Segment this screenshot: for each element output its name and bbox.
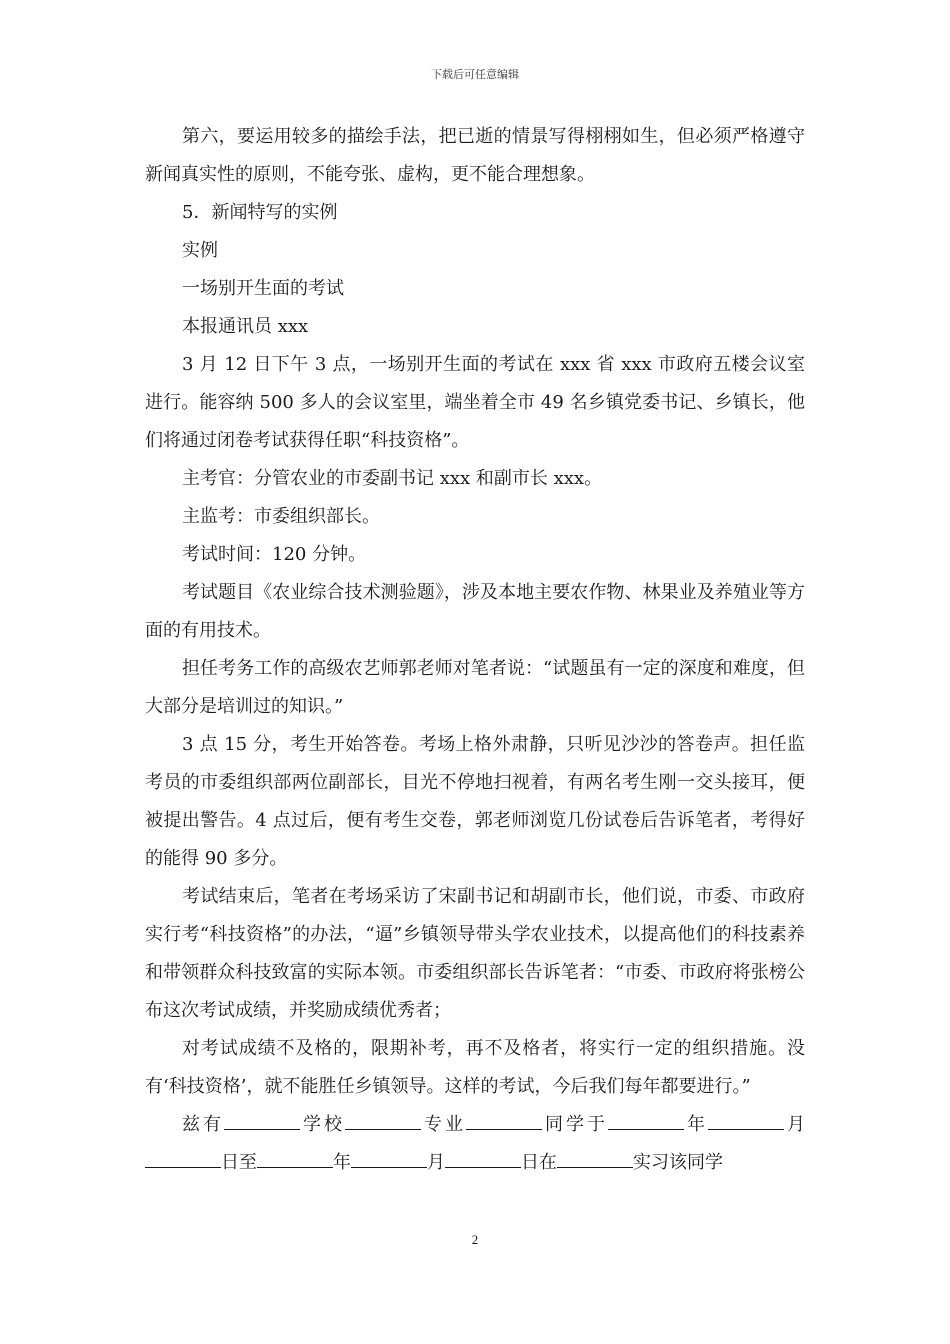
article-byline: 本报通讯员 xxx [182, 316, 309, 337]
paragraph: 考试结束后，笔者在考场采访了宋副书记和胡副市长，他们说，市委、市政府实行考“科技资格”的办法，“逼”乡镇领导带头学农业技术，以提高他们的科技素养和带领群众科技致富的实际本领。市委组织部长告诉笔者：“市委、市政府将张榜公布这次考试成绩，并奖励成绩优秀者； [145, 886, 805, 1021]
page-header: 下载后可任意编辑 [431, 68, 519, 81]
blank-field [224, 1107, 300, 1130]
form-text: 年 [333, 1152, 351, 1173]
article-title: 一场别开生面的考试 [182, 278, 344, 299]
blank-field [445, 1145, 521, 1168]
paragraph: 主监考：市委组织部长。 [182, 506, 380, 527]
paragraph: 第六，要运用较多的描绘手法，把已逝的情景写得栩栩如生，但必须严格遵守新闻真实性的原则，不能夸张、虚构，更不能合理想象。 [145, 126, 805, 185]
form-text: 专业 [421, 1114, 466, 1135]
form-text: 月 [427, 1152, 445, 1173]
paragraph: 实例 [182, 240, 218, 261]
form-text: 日至 [221, 1152, 257, 1173]
blank-field [257, 1145, 333, 1168]
blank-field [608, 1107, 684, 1130]
blank-field [466, 1107, 542, 1130]
paragraph: 对考试成绩不及格的，限期补考，再不及格者，将实行一定的组织措施。没有‘科技资格’，就不能胜任乡镇领导。这样的考试，今后我们每年都要进行。” [145, 1038, 805, 1097]
blank-field [708, 1107, 784, 1130]
paragraph: 3 点 15 分，考生开始答卷。考场上格外肃静，只听见沙沙的答卷声。担任监考员的市委组织部两位副部长，目光不停地扫视着，有两名考生刚一交头接耳，便被提出警告。4 点过后，便有考生交卷，郭老师浏览几份试卷后告诉笔者，考得好的能得 90 多分。 [145, 734, 805, 869]
paragraph: 考试题目《农业综合技术测验题》，涉及本地主要农作物、林果业及养殖业等方面的有用技术。 [145, 582, 805, 641]
form-text: 实习该同学 [633, 1152, 723, 1173]
blank-field [145, 1145, 221, 1168]
form-text: 同学于 [542, 1114, 608, 1135]
blank-field [351, 1145, 427, 1168]
paragraph: 考试时间：120 分钟。 [182, 544, 367, 565]
form-text: 兹有 [182, 1114, 224, 1135]
form-text: 月 [784, 1114, 805, 1135]
form-text: 日在 [521, 1152, 557, 1173]
paragraph: 担任考务工作的高级农艺师郭老师对笔者说：“试题虽有一定的深度和难度，但大部分是培训过的知识。” [145, 658, 805, 717]
form-text: 学校 [300, 1114, 345, 1135]
blank-field [557, 1145, 633, 1168]
paragraph: 3 月 12 日下午 3 点，一场别开生面的考试在 xxx 省 xxx 市政府五楼会议室进行。能容纳 500 多人的会议室里，端坐着全市 49 名乡镇党委书记、乡镇长，他们将通过闭卷考试获得任职“科技资格”。 [145, 354, 805, 451]
section-heading: 5．新闻特写的实例 [182, 202, 338, 223]
paragraph: 主考官：分管农业的市委副书记 xxx 和副市长 xxx。 [182, 468, 603, 489]
page-number: 2 [471, 1232, 479, 1247]
blank-field [345, 1107, 421, 1130]
form-text: 年 [684, 1114, 708, 1135]
certificate-form-line [145, 1106, 805, 1182]
document-body [145, 118, 805, 1182]
